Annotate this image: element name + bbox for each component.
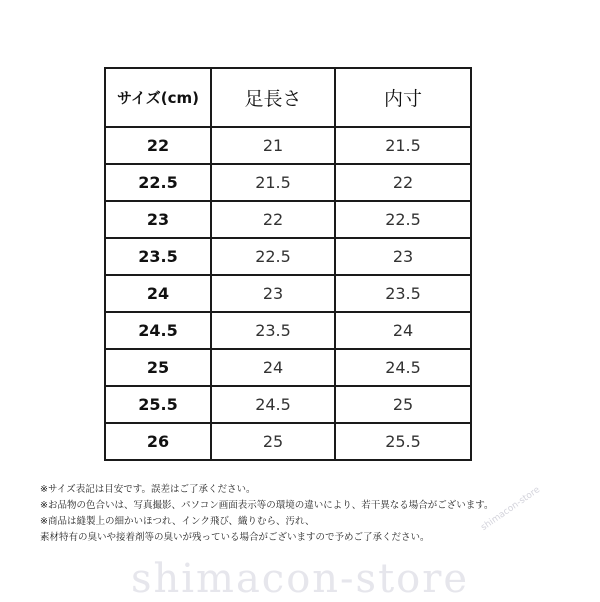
cell-inner-size: 25 — [335, 386, 471, 423]
notes-block — [40, 482, 585, 546]
table-row — [105, 275, 471, 312]
table-body — [105, 127, 471, 460]
cell-inner-size: 22 — [335, 164, 471, 201]
table-row — [105, 349, 471, 386]
table-row — [105, 312, 471, 349]
cell-size: 24.5 — [105, 312, 211, 349]
cell-foot-length: 21 — [211, 127, 335, 164]
cell-foot-length: 21.5 — [211, 164, 335, 201]
size-chart-table — [104, 67, 472, 461]
cell-size: 25 — [105, 349, 211, 386]
cell-foot-length: 22 — [211, 201, 335, 238]
cell-size: 23.5 — [105, 238, 211, 275]
cell-foot-length: 23.5 — [211, 312, 335, 349]
cell-inner-size: 23 — [335, 238, 471, 275]
cell-size: 23 — [105, 201, 211, 238]
cell-size: 25.5 — [105, 386, 211, 423]
cell-inner-size: 24 — [335, 312, 471, 349]
cell-inner-size: 22.5 — [335, 201, 471, 238]
cell-size: 22 — [105, 127, 211, 164]
store-watermark-stamp: shimacon-store — [479, 485, 542, 533]
note-line: ※お品物の色合いは、写真撮影、パソコン画面表示等の環境の違いにより、若干異なる場合がございます。 — [40, 500, 494, 511]
cell-size: 22.5 — [105, 164, 211, 201]
cell-inner-size: 23.5 — [335, 275, 471, 312]
cell-size: 26 — [105, 423, 211, 460]
table-header-row — [105, 68, 471, 127]
cell-foot-length: 24.5 — [211, 386, 335, 423]
cell-foot-length: 22.5 — [211, 238, 335, 275]
table-row — [105, 201, 471, 238]
table-row — [105, 386, 471, 423]
table-row — [105, 238, 471, 275]
note-line: 素材特有の臭いや接着剤等の臭いが残っている場合がございますので予めご了承ください。 — [40, 532, 430, 543]
cell-inner-size: 24.5 — [335, 349, 471, 386]
cell-foot-length: 25 — [211, 423, 335, 460]
note-line: ※サイズ表記は目安です。誤差はご了承ください。 — [40, 484, 256, 495]
table-row — [105, 164, 471, 201]
table-row — [105, 423, 471, 460]
cell-inner-size: 21.5 — [335, 127, 471, 164]
header-inner-size: 内寸 — [335, 68, 471, 127]
header-size: サイズ(cm) — [105, 68, 211, 127]
store-watermark: shimacon-store — [130, 556, 470, 602]
cell-foot-length: 24 — [211, 349, 335, 386]
header-foot-length: 足長さ — [211, 68, 335, 127]
cell-foot-length: 23 — [211, 275, 335, 312]
cell-size: 24 — [105, 275, 211, 312]
table-row — [105, 127, 471, 164]
note-line: ※商品は縫製上の細かいほつれ、インク飛び、織りむら、汚れ、 — [40, 516, 315, 527]
cell-inner-size: 25.5 — [335, 423, 471, 460]
